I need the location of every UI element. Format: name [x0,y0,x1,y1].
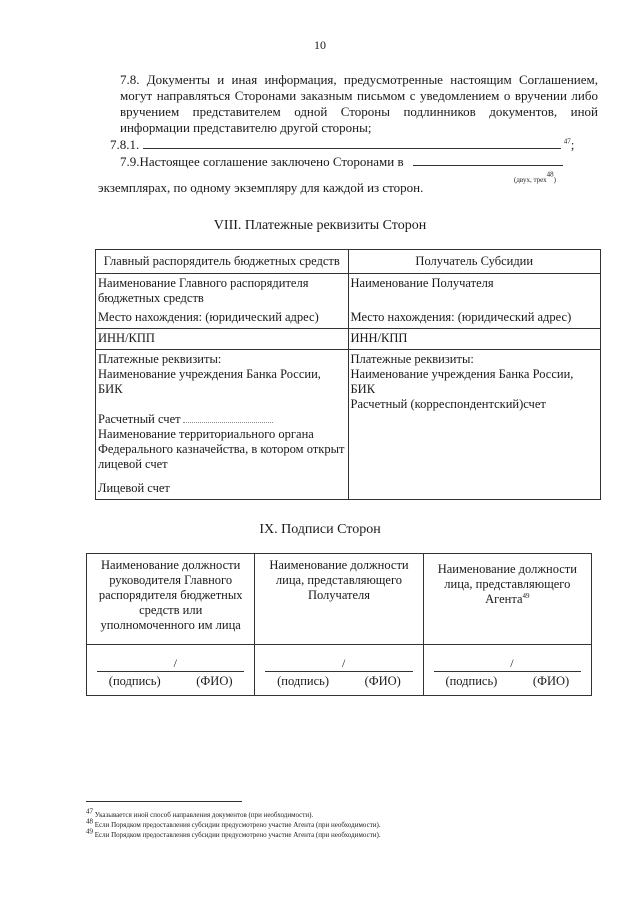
sig-col-3-line [423,645,591,696]
signature-line: / [97,659,244,672]
grbs-treasury-2: Федерального казначейства, в котором открыт [98,442,345,456]
recipient-payment-cell [348,350,601,500]
grbs-bank: Наименование учреждения Банка России, БИК [98,367,321,396]
requisites-table [95,249,601,500]
grbs-treasury-3: лицевой счет [98,457,168,471]
fio-label: (ФИО) [196,674,233,688]
grbs-account-blank [183,422,273,423]
grbs-personal-account: Лицевой счет [98,481,170,495]
grbs-name-cell [96,274,349,329]
clause-7-9-end: экземплярах, по одному экземпляру для каждой из сторон. [98,180,424,195]
recipient-name-cell [348,274,601,329]
recipient-account: Расчетный (корреспондентский)счет [350,397,546,411]
grbs-account-row [98,412,346,427]
grbs-treasury-1: Наименование территориального органа [98,427,314,441]
recipient-address: Место нахождения: (юридический адрес) [350,310,572,324]
clause-7-9-blank [413,165,563,166]
footnote-ref-47: 47 [563,137,571,146]
signature-label: (подпись) [445,674,498,688]
sig-col-3-title-cell [423,554,591,645]
section-9-title: IX. Подписи Сторон [259,522,381,537]
sig-col-1-line [87,645,255,696]
clause-7-8-1: 7.8.1. $^{47}$; [98,137,598,153]
sig-col-3-title: Наименование должности лица, представляющего Агента [437,562,577,606]
grbs-name-line-1: Наименование Главного распорядителя [98,276,309,290]
clause-7-9-hint: (двух, трех [514,176,547,184]
signature-label: (подпись) [277,674,330,688]
sig-col-2-title: Наименование должности лица, представляющего Получателя [255,554,423,645]
clause-7-8 [98,72,598,136]
signature-label: (подпись) [108,674,161,688]
signatures-table [86,553,592,696]
recipient-bank-1: Наименование учреждения Банка России, [350,367,574,381]
footnote-ref-48: 48 [546,170,554,179]
clause-7-9-start: 7.9.Настоящее соглашение заключено Сторонами в [120,154,404,169]
recipient-name: Наименование Получателя [350,276,494,290]
footnote-ref-49: 49 [522,591,530,600]
grbs-payment-label: Платежные реквизиты: [98,352,222,366]
clause-7-9-hint-row: (двух, трех$^{48}$) [514,170,556,184]
fio-label: (ФИО) [532,674,570,688]
footnote-separator [86,801,242,802]
grbs-name-line-2: бюджетных средств [98,291,204,305]
sig-col-2-line [255,645,423,696]
grbs-inn: ИНН/КПП [96,329,349,350]
footnote-48: 48 Если Порядком предоставления субсидии предусмотрено участие Агента (при необходимости). [86,817,381,829]
signature-line: / [265,659,412,672]
clause-7-9 [98,154,598,170]
section-8-title: VIII. Платежные реквизиты Сторон [213,218,427,233]
footnote-47: 47 Указывается иной способ направления документов (при необходимости). [86,807,314,819]
recipient-inn: ИНН/КПП [348,329,601,350]
requisites-left-header: Главный распорядитель бюджетных средств [96,250,349,274]
footnote-49: 49 Если Порядком предоставления субсидии предусмотрено участие Агента (при необходимости). [86,827,381,839]
recipient-payment-label: Платежные реквизиты: [350,352,474,366]
fio-label: (ФИО) [364,674,401,688]
recipient-bank-2: БИК [350,382,376,396]
clause-7-8-1-label: 7.8.1. [110,137,140,152]
clause-7-8-1-blank [143,148,561,149]
requisites-right-header: Получатель Субсидии [348,250,601,274]
grbs-address: Место нахождения: (юридический адрес) [98,310,319,324]
sig-col-1-title: Наименование должности руководителя Главного распорядителя бюджетных средств или уполномоченного им лица [87,554,255,645]
clause-7-8-text: 7.8. Документы и иная информация, предусмотренные настоящим Соглашением, могут направляться Сторонами заказным письмом с уведомлением о вручении либо вручением представителем одной Стороны подлинников документов, иной информации представителю другой стороны; [120,72,598,135]
grbs-account: Расчетный счет [98,412,181,426]
grbs-payment-cell [96,350,349,500]
page-number: 10 [314,38,326,52]
signature-line: / [434,659,581,672]
